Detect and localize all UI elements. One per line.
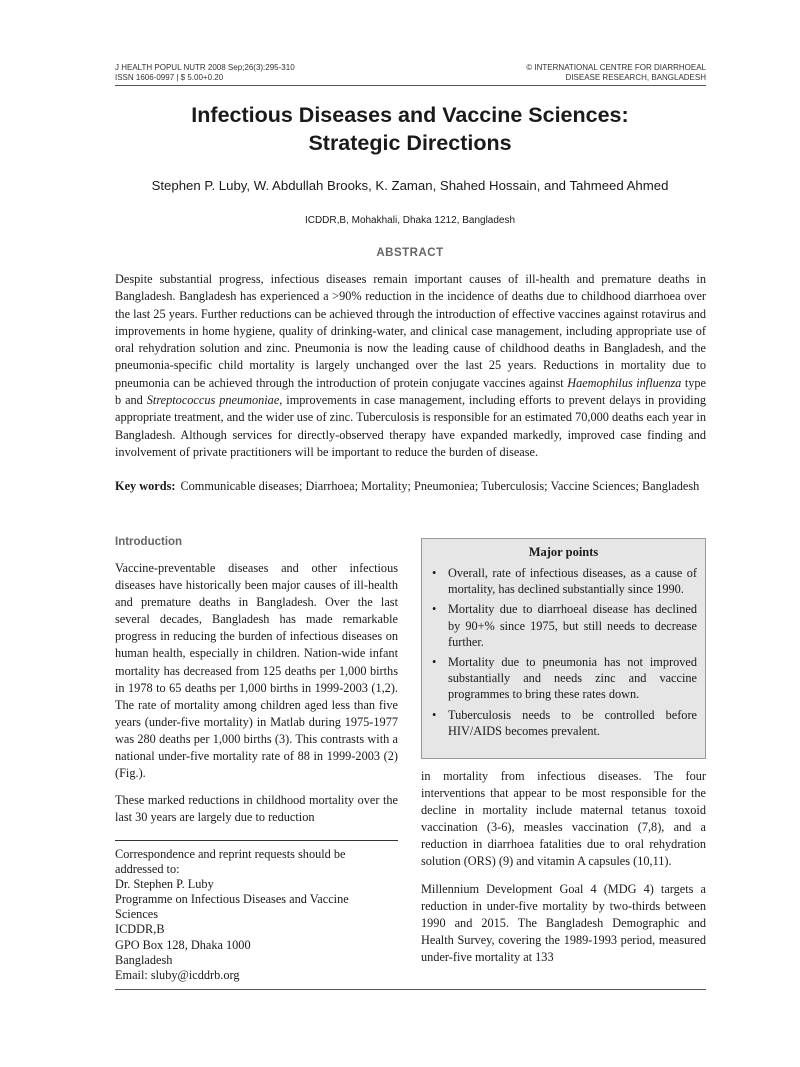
affiliation: ICDDR,B, Mohakhali, Dhaka 1212, Bangladesh xyxy=(304,215,516,226)
correspondence-line: GPO Box 128, Dhaka 1000 xyxy=(115,937,251,952)
major-points-list xyxy=(430,565,697,739)
correspondence-block xyxy=(115,847,398,983)
correspondence-line: addressed to: xyxy=(115,862,180,877)
list-item xyxy=(430,654,697,703)
abstract-text xyxy=(115,271,706,461)
intro-paragraph-3: in mortality from infectious diseases. The four interventions that appear to be most responsible for the decline in mortality include maternal tetanus toxoid vaccination (3-6), measles vaccination (7,8), and a reduction in diarrhoea fatalities due to oral rehydration solution (ORS) (9) and vitamin A capsules (10,11). xyxy=(421,769,706,869)
header-rule xyxy=(115,85,706,86)
organism-name-1: Haemophilus influenza xyxy=(567,375,682,390)
footer-rule xyxy=(115,989,706,990)
bullet-icon: • xyxy=(432,707,437,722)
journal-line-2: ISSN 1606-0997 | $ 5.00+0.20 xyxy=(115,73,224,82)
bullet-icon: • xyxy=(432,566,437,580)
keywords xyxy=(115,478,706,495)
major-point-text: Mortality due to pneumonia has not improved substantially and needs zinc and vaccine programmes to bring these rates down. xyxy=(448,655,697,702)
organism-name-2: Streptococcus pneumoniae xyxy=(146,393,280,408)
correspondence-line: Bangladesh xyxy=(115,952,173,967)
keywords-label: Key words: xyxy=(115,479,176,493)
abstract-part-3: , improvements in case management, including efforts to prevent delays in providing appropriate treatment, and the wider use of zinc. Tuberculosis is responsible for an estimated 70,000 deaths each year in Bangladesh. Although services for directly-observed therapy have expanded markedly, improved case finding and involvement of private practitioners will be important to reduce the burden of disease. xyxy=(115,393,706,459)
correspondence-line: Programme on Infectious Diseases and Vaccine xyxy=(115,892,349,907)
author-list: Stephen P. Luby, W. Abdullah Brooks, K. Zaman, Shahed Hossain, and Tahmeed Ahmed xyxy=(151,178,669,193)
intro-paragraph-4: Millennium Development Goal 4 (MDG 4) targets a reduction in under-five mortality by two-thirds between 1990 and 2015. The Bangladesh Demographic and Health Survey, covering the 1989-1993 period, measured under-five mortality at 133 xyxy=(421,881,706,964)
major-point-text: Mortality due to diarrhoeal disease has declined by 90+% since 1975, but still needs to decrease further. xyxy=(448,602,697,649)
abstract-heading: ABSTRACT xyxy=(376,247,444,259)
bullet-icon: • xyxy=(432,655,437,670)
major-points-box xyxy=(421,538,706,759)
major-point-text: Tuberculosis needs to be controlled before HIV/AIDS becomes prevalent. xyxy=(448,707,697,738)
list-item xyxy=(430,707,697,739)
title-line-1: Infectious Diseases and Vaccine Sciences: xyxy=(191,103,629,127)
list-item xyxy=(430,601,697,650)
major-point-text: Overall, rate of infectious diseases, as a cause of mortality, has declined substantially since 1990. xyxy=(448,566,697,597)
correspondence-line: Dr. Stephen P. Luby xyxy=(115,877,214,892)
journal-line-1: J HEALTH POPUL NUTR 2008 Sep;26(3):295-310 xyxy=(115,63,295,72)
major-points-title: Major points xyxy=(528,545,599,559)
abstract-part-1: Despite substantial progress, infectious diseases remain important causes of ill-health and premature deaths in Bangladesh. Bangladesh has experienced a >90% reduction in the incidence of deaths due to childhood diarrhoea over the last 25 years. Further reductions can be achieved through the introduction of effective vaccines against rotavirus and improvements in home hygiene, quality of drinking-water, and clinical case management, including appropriate use of oral rehydration solution and zinc. Pneumonia is now the leading cause of childhood deaths in Bangladesh, and the pneumonia-specific child mortality is largely unchanged over the last 25 years. Reductions in mortality due to pneumonia can be achieved through the introduction of protein conjugate vaccines against xyxy=(115,272,706,390)
intro-paragraph-1: Vaccine-preventable diseases and other infectious diseases have historically been major causes of ill-health and premature deaths in Bangladesh. Over the last several decades, Bangladesh has made remarkable progress in reducing the burden of infectious diseases on human health, especially in children. Nation-wide infant mortality has decreased from 125 deaths per 1,000 births in 1978 to 65 deaths per 1,000 births in 1999-2003 (1,2). The rate of mortality among children aged less than five years (under-five mortality) in Matlab during 1975-1977 was 280 deaths per 1,000 births (3). This contrasts with a national under-five mortality rate of 88 in 1999-2003 (2) (Fig.). xyxy=(115,561,398,781)
correspondence-line: ICDDR,B xyxy=(115,922,165,937)
intro-paragraph-2: These marked reductions in childhood mortality over the last 30 years are largely due to reduction xyxy=(115,793,398,825)
correspondence-rule xyxy=(115,840,398,841)
correspondence-line: Sciences xyxy=(115,907,159,922)
article-title xyxy=(100,101,720,157)
publisher-line-1: © INTERNATIONAL CENTRE FOR DIARRHOEAL xyxy=(526,63,706,72)
journal-citation xyxy=(115,63,295,83)
correspondence-email: Email: sluby@icddrb.org xyxy=(115,967,240,982)
publisher-notice xyxy=(526,63,706,83)
correspondence-line: Correspondence and reprint requests should be xyxy=(115,847,346,861)
title-line-2: Strategic Directions xyxy=(308,131,512,155)
list-item xyxy=(430,565,697,597)
abstract-part-2: type b and xyxy=(115,375,706,408)
left-column xyxy=(115,560,398,836)
bullet-icon: • xyxy=(432,602,437,617)
keywords-text: Communicable diseases; Diarrhoea; Mortality; Pneumoniea; Tuberculosis; Vaccine Sciences; Bangladesh xyxy=(180,479,700,493)
right-column xyxy=(421,768,706,976)
introduction-heading: Introduction xyxy=(115,536,183,548)
publisher-line-2: DISEASE RESEARCH, BANGLADESH xyxy=(565,73,706,82)
